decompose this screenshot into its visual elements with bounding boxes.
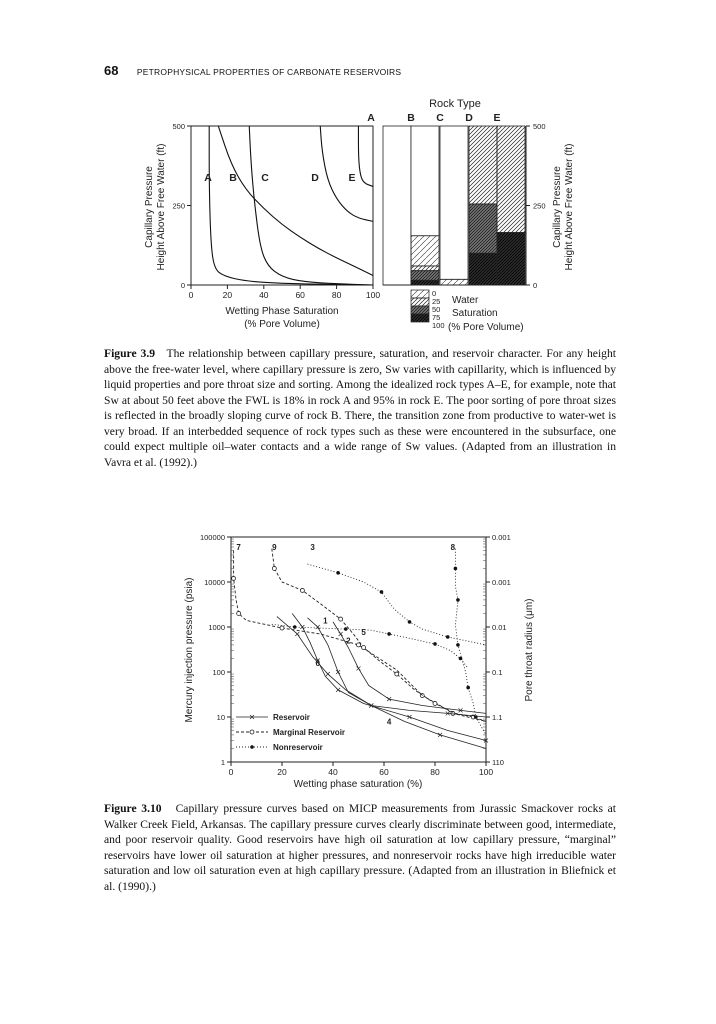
fig39-legend-pore-volume: (% Pore Volume): [448, 322, 524, 333]
fig310-series-labels: [236, 543, 455, 726]
fig310-marker-circle: [362, 646, 366, 650]
fig39-xlabel-2: (% Pore Volume): [244, 319, 320, 330]
fig39-column-segment: [497, 233, 525, 285]
fig39-curve-label-e: E: [348, 172, 356, 184]
fig39-right-y-tick-label: 500: [533, 122, 546, 131]
fig310-marker-dot: [459, 657, 463, 661]
fig39-x-tick-label: 60: [295, 290, 305, 300]
fig310-y2-tick-label: 1.1: [492, 713, 503, 722]
fig39-x-ticks: [189, 285, 381, 300]
fig310-y2-tick-label: 0.01: [492, 623, 507, 632]
fig310-marker-dot: [344, 627, 348, 631]
fig310-series-label-6: 6: [315, 658, 320, 668]
fig310-marker-x: [336, 688, 340, 692]
fig310-y-tick-label: 1000: [208, 623, 225, 632]
figure-3-10-caption: [104, 801, 616, 894]
figure-3-9-caption: [104, 346, 616, 470]
fig310-series-label-8: 8: [450, 542, 456, 552]
fig310-series-label-1: 1: [323, 616, 328, 626]
fig310-plot-frame: [231, 537, 486, 762]
fig39-legend-value: 50: [432, 305, 441, 314]
fig310-series-3: [308, 564, 487, 645]
fig39-legend: [411, 289, 445, 330]
fig310-marker-x: [295, 632, 299, 636]
fig310-marker-circle: [280, 626, 284, 630]
fig310-marker-dot: [466, 686, 470, 690]
fig39-curves: [209, 126, 373, 285]
fig39-rock-type-title: Rock Type: [429, 98, 481, 110]
fig310-marker-circle: [395, 672, 399, 676]
fig39-x-tick-label: 20: [222, 290, 233, 300]
fig310-marker-x: [316, 625, 320, 629]
fig310-marker-circle: [433, 701, 437, 705]
fig310-marker-dot: [446, 635, 450, 639]
fig39-column-segment: [469, 204, 497, 253]
fig39-column-segment: [440, 279, 468, 285]
figure-3-10-caption-label: Figure 3.10: [104, 802, 162, 815]
fig310-marker-dot: [380, 590, 384, 594]
figure-3-9-caption-label: Figure 3.9: [104, 347, 156, 360]
fig39-column-segment: [440, 126, 468, 279]
fig39-curve-label-a: A: [204, 172, 212, 184]
figure-3-9-caption-text: The relationship between capillary pressure, saturation, and reservoir character. For any height above the free-water level, where capillary pressure is zero, Sw varies with capillarity, which is influenced by liquid properties and pore throat size and sorting. Among the idealized rock types A–E, for example, note that Sw at about 50 feet above the FWL is 18% in rock A and 95% in rock E. The poor sorting of pore throat sizes is reflected in the broadly sloping curve of rock B. There, the transition zone from productive to water-wet is very broad. If an interbedded sequence of rock types such as these were encountered in the subsurface, one could expect multiple oil–water contacts and a wide range of Sw values. (Adapted from an illustration in Vavra et al. (1992).): [104, 347, 616, 469]
fig39-legend-value: 100: [432, 321, 445, 330]
fig310-marker-dot: [293, 625, 297, 629]
fig310-y-tick-label: 100000: [199, 533, 225, 542]
fig39-legend-saturation: Saturation: [452, 308, 498, 319]
fig310-y-tick-label: 100: [212, 668, 225, 677]
fig39-curve-label-d: D: [311, 172, 319, 184]
fig39-legend-water: Water: [452, 295, 479, 306]
fig39-column-segment: [497, 126, 525, 233]
page-number: 68: [104, 63, 119, 78]
fig39-right-ylabel-1: Capillary Pressure: [552, 166, 563, 248]
fig39-column-segment: [411, 280, 439, 285]
fig310-marker-circle: [237, 611, 241, 615]
fig310-marker-circle: [272, 566, 276, 570]
fig39-column-segment: [411, 271, 439, 281]
fig39-xlabel-1: Wetting Phase Saturation: [225, 306, 339, 317]
fig39-curve-label-b: B: [229, 172, 237, 184]
fig39-column-segment: [383, 126, 411, 285]
fig39-legend-swatch: [411, 306, 429, 314]
fig310-series-label-5: 5: [361, 627, 366, 637]
fig39-right-y-ticks: [526, 122, 546, 290]
fig39-curve-c: [249, 126, 373, 285]
fig310-series-label-7: 7: [236, 542, 241, 552]
running-title: PETROPHYSICAL PROPERTIES OF CARBONATE RESERVOIRS: [136, 67, 402, 77]
fig39-y-tick-label: 500: [172, 122, 185, 131]
fig39-rock-letter-a: A: [367, 112, 375, 124]
fig39-column-segment: [469, 126, 497, 204]
fig310-marker-x: [300, 625, 304, 629]
fig310-series-8: [455, 549, 486, 735]
fig310-series-5: [272, 624, 468, 668]
fig310-legend-label: Marginal Reservoir: [273, 728, 346, 737]
fig310-marker-dot: [336, 571, 340, 575]
fig39-curve-e: [358, 126, 373, 186]
fig39-rock-columns: [383, 126, 526, 285]
fig39-legend-swatch: [411, 298, 429, 306]
fig39-rock-letter-d: D: [465, 112, 473, 124]
fig310-x-tick-label: 0: [228, 767, 234, 777]
fig310-marker-circle: [300, 588, 304, 592]
fig39-right-ylabel-2: Height Above Free Water (ft): [564, 143, 575, 271]
fig310-y2label: Pore throat radius (μm): [524, 598, 535, 702]
fig310-x-tick-label: 100: [478, 767, 494, 777]
fig39-y-tick-label: 0: [180, 281, 185, 290]
fig310-y2-tick-label: 0.1: [492, 668, 503, 677]
fig310-legend: [236, 713, 345, 752]
fig310-marker-dot: [433, 642, 437, 646]
fig310-legend-label: Nonreservoir: [273, 743, 323, 752]
fig310-series-label-2: 2: [346, 636, 351, 646]
fig310-x-tick-label: 80: [430, 767, 440, 777]
fig310-y2-tick-label: 0.001: [492, 578, 511, 587]
fig39-column-segment: [411, 266, 439, 271]
figure-3-10-caption-text: Capillary pressure curves based on MICP measurements from Jurassic Smackover rocks at Walker Creek Field, Arkansas. The capillary pressure curves clearly discriminate between good, intermediate, and poor reservoir quality. Good reservoirs have high oil saturation at low capillary pressure, “marginal” reservoirs have lower oil saturation at higher pressures, and nonreservoir rocks have high irreducible water saturation and low oil saturation even at high capillary pressure. (Adapted from an illustration in Bliefnick et al. (1990).): [104, 802, 616, 893]
fig39-column-segment: [411, 126, 439, 236]
fig39-curve-labels: [204, 172, 355, 184]
figure-3-10: [0, 525, 716, 795]
fig310-marker-dot: [456, 598, 460, 602]
fig310-marker-circle: [232, 576, 236, 580]
fig39-column-segment: [469, 253, 497, 285]
fig310-series-label-9: 9: [272, 542, 277, 552]
fig310-series: [232, 549, 488, 749]
fig310-marker-x: [326, 672, 330, 676]
fig39-y-tick-label: 250: [172, 201, 185, 211]
fig39-rock-letter-b: B: [407, 112, 415, 124]
fig310-y2-tick-label: 110: [492, 758, 504, 767]
fig310-y-tick-label: 1: [220, 758, 225, 767]
fig310-x-ticks: [229, 762, 494, 777]
fig310-x-tick-label: 60: [379, 767, 389, 777]
fig310-marker-dot: [454, 567, 458, 571]
fig310-marker-dot: [250, 745, 254, 749]
fig310-marker-dot: [387, 632, 391, 636]
fig310-marker-circle: [339, 617, 343, 621]
fig310-series-1: [308, 618, 487, 717]
fig39-legend-swatch: [411, 314, 429, 322]
fig310-y2-tick-label: 0.001: [492, 533, 511, 542]
fig39-curve-b: [218, 126, 373, 275]
fig39-left-ylabel-2: Height Above Free Water (ft): [156, 143, 167, 271]
fig39-legend-value: 0: [432, 289, 437, 298]
fig39-rock-letter-e: E: [493, 112, 501, 124]
fig310-series-label-4: 4: [386, 717, 392, 727]
fig310-ylabel: Mercury injection pressure (psia): [184, 577, 195, 723]
fig310-series-9: [272, 549, 486, 722]
fig310-xlabel: Wetting phase saturation (%): [293, 779, 423, 790]
fig310-legend-label: Reservoir: [273, 713, 310, 722]
fig39-rock-letter-c: C: [436, 112, 444, 124]
fig310-y-tick-label: 10: [216, 713, 225, 722]
fig39-legend-value: 25: [432, 297, 441, 306]
fig310-y-tick-label: 10000: [204, 578, 225, 587]
figure-3-9: [0, 0, 716, 345]
fig310-marker-circle: [250, 730, 254, 734]
fig310-marker-x: [336, 670, 340, 674]
fig39-left-plot-frame: [191, 126, 373, 285]
fig39-x-tick-label: 0: [188, 290, 194, 300]
fig39-x-tick-label: 40: [259, 290, 269, 300]
fig39-y-ticks: [172, 122, 191, 290]
fig39-curve-a: [209, 126, 373, 285]
fig310-series-label-3: 3: [310, 542, 315, 552]
fig39-x-tick-label: 80: [331, 290, 342, 300]
fig39-right-y-tick-label: 0: [533, 281, 538, 290]
fig39-x-tick-label: 100: [365, 290, 381, 300]
fig39-curve-label-c: C: [261, 172, 269, 184]
fig310-marker-circle: [357, 643, 361, 647]
fig39-legend-swatch: [411, 290, 429, 298]
fig310-marker-dot: [456, 643, 460, 647]
fig310-marker-x: [357, 666, 361, 670]
fig310-marker-dot: [408, 620, 412, 624]
fig39-curve-d: [320, 126, 373, 221]
fig39-right-y-tick-label: 250: [533, 201, 546, 211]
fig39-rock-type-letters: [367, 112, 500, 124]
fig39-left-ylabel-1: Capillary Pressure: [144, 166, 155, 248]
fig39-legend-value: 75: [432, 313, 441, 322]
fig310-x-tick-label: 20: [277, 767, 287, 777]
fig310-x-tick-label: 40: [328, 767, 338, 777]
fig39-column-segment: [411, 236, 439, 266]
fig310-marker-x: [339, 632, 343, 636]
